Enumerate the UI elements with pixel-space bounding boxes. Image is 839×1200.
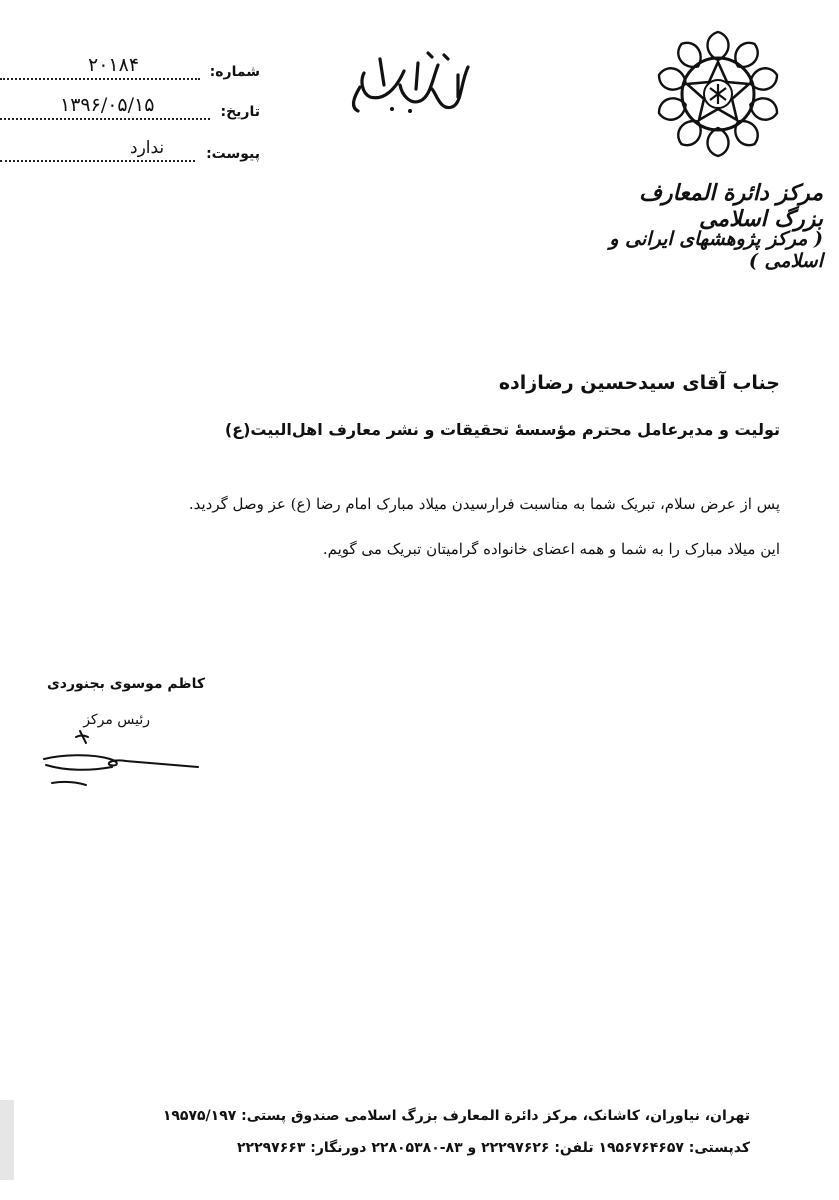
letter-attachment-row	[0, 134, 260, 164]
letter-attachment: ندارد	[130, 138, 165, 158]
letter-number-row	[0, 52, 260, 82]
signatory-role: رئیس مرکز	[83, 712, 150, 728]
scan-edge	[0, 1100, 14, 1180]
organization-subtitle: ( مرکز پژوهشهای ایرانی و اسلامی )	[609, 228, 823, 272]
dotted-line	[0, 159, 195, 162]
footer-address: تهران، نیاوران، کاشانک، مرکز دائرة المعارف بزرگ اسلامی صندوق پستی: ۱۹۵۷۵/۱۹۷	[162, 1108, 750, 1124]
letter-attachment-label: پیوست:	[206, 146, 260, 162]
letter-body-line: پس از عرض سلام، تبریک شما به مناسبت فرارسیدن میلاد مبارک امام رضا (ع) عز وصل گردید.	[188, 495, 780, 513]
organization-name: مرکز دائرة المعارف بزرگ اسلامی	[639, 180, 823, 232]
letter-body-line: این میلاد مبارک را به شما و همه اعضای خانواده گرامیتان تبریک می گویم.	[322, 540, 780, 558]
dotted-line	[0, 77, 200, 80]
letter-number-label: شماره:	[209, 64, 260, 80]
letter-date: ۱۳۹۶/۰۵/۱۵	[60, 94, 155, 116]
organization-logo	[652, 28, 784, 160]
letter-date-label: تاریخ:	[220, 104, 260, 120]
handwritten-signature	[30, 725, 210, 795]
letter-date-row	[0, 92, 260, 122]
signatory-name: کاظم موسوی بجنوردی	[46, 676, 205, 692]
dotted-line	[0, 117, 210, 120]
footer-contact: کدپستی: ۱۹۵۶۷۶۴۶۵۷ تلفن: ۲۲۲۹۷۶۲۶ و ۸۳-۲۲۸۰۵۳۸۰ دورنگار: ۲۲۲۹۷۶۶۳	[237, 1140, 750, 1156]
addressee-name: جناب آقای سیدحسین رضازاده	[498, 372, 780, 394]
addressee-title: تولیت و مدیرعامل محترم مؤسسهٔ تحقیقات و نشر معارف اهل‌البیت(ع)	[224, 420, 780, 439]
letter-number: ۲۰۱۸۴	[88, 54, 140, 76]
basmala-calligraphy	[340, 45, 480, 120]
